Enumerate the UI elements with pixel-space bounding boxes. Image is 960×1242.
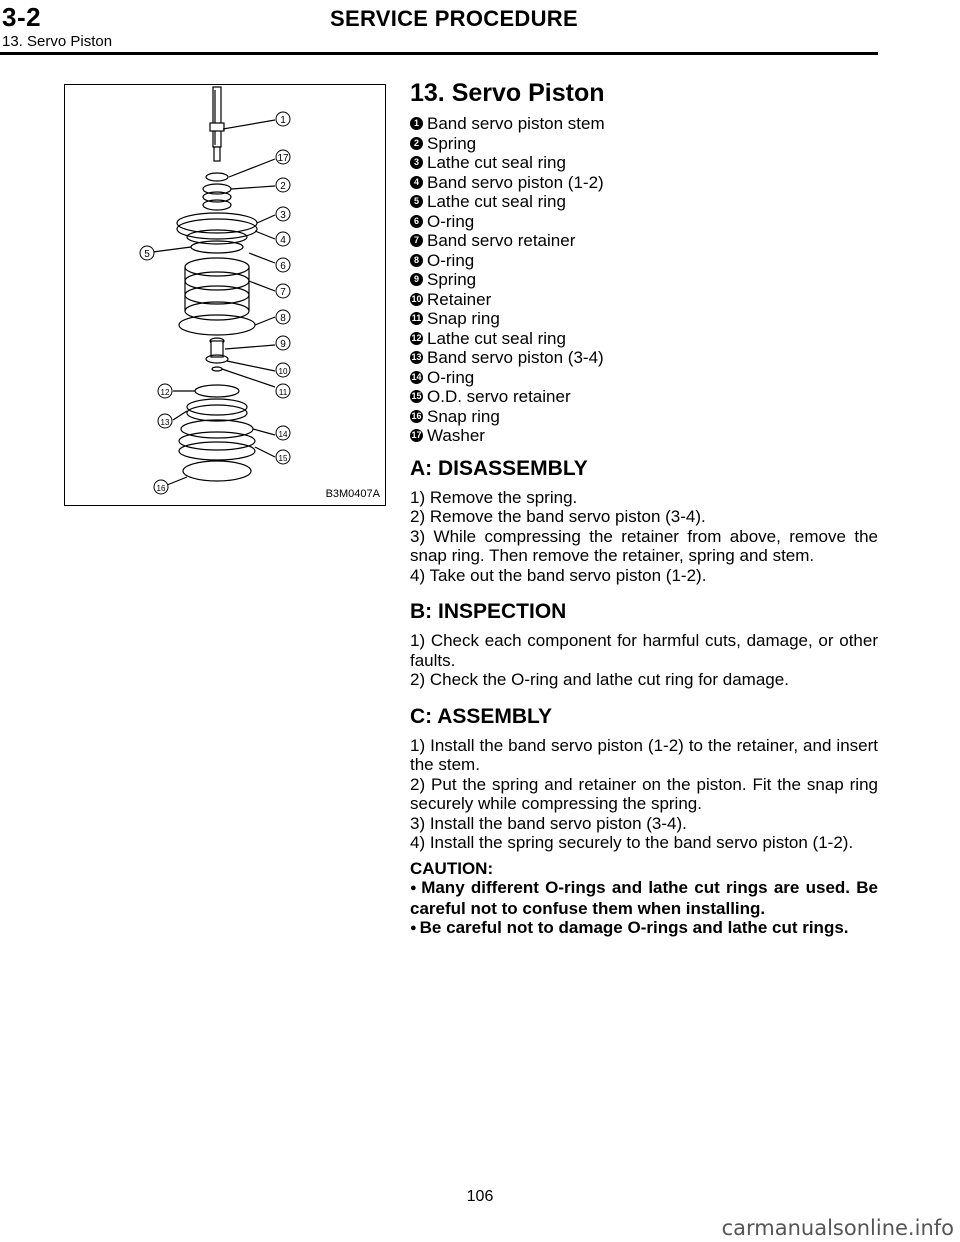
disassembly-steps <box>410 488 878 586</box>
legend-label: Band servo piston (1-2) <box>427 172 604 192</box>
legend-label: Lathe cut seal ring <box>427 153 566 172</box>
legend-label: Washer <box>427 426 485 445</box>
page-title: SERVICE PROCEDURE <box>330 6 578 31</box>
callout-14: 14 <box>278 430 288 439</box>
legend-label: O-ring <box>427 211 475 231</box>
callout-11: 11 <box>278 388 288 397</box>
legend-number: 4 <box>410 176 423 189</box>
legend-label: Band servo piston stem <box>427 114 605 133</box>
legend-number: 7 <box>410 234 423 247</box>
caution-text: Many different O-rings and lathe cut rings are used. Be careful not to confuse them when installing. <box>410 878 878 918</box>
legend-number: 10 <box>411 293 422 304</box>
legend-item <box>410 134 878 154</box>
legend-number: 15 <box>411 391 422 402</box>
caution-text: Be careful not to damage O-rings and lathe cut rings. <box>419 918 849 937</box>
caution-label: CAUTION: <box>410 858 494 878</box>
procedure-step: 2) Check the O-ring and lathe cut ring for damage. <box>410 670 789 689</box>
procedure-step: 3) Install the band servo piston (3-4). <box>410 813 687 833</box>
legend-item <box>410 329 878 349</box>
legend-item <box>410 290 878 310</box>
legend-label: O.D. servo retainer <box>427 387 571 406</box>
watermark: carmanualsonline.info <box>721 1216 954 1240</box>
callout-2: 2 <box>280 181 286 192</box>
callout-3: 3 <box>280 210 286 221</box>
inspection-title: B: INSPECTION <box>410 600 567 623</box>
figure-code: B3M0407A <box>325 488 380 500</box>
legend-item <box>410 407 878 427</box>
legend-item <box>410 368 878 388</box>
legend-number: 8 <box>410 254 423 267</box>
callout-12: 12 <box>160 388 170 397</box>
legend-number: 2 <box>410 137 423 150</box>
disassembly-title: A: DISASSEMBLY <box>410 456 588 480</box>
procedure-step: 4) Install the spring securely to the band servo piston (1-2). <box>410 833 854 852</box>
assembly-title: C: ASSEMBLY <box>410 704 552 728</box>
legend-number: 13 <box>411 352 422 363</box>
legend-label: Snap ring <box>427 309 500 328</box>
page-number: 106 <box>466 1188 494 1205</box>
callout-17: 17 <box>277 153 289 164</box>
main-content <box>410 78 878 939</box>
callout-4: 4 <box>280 235 286 246</box>
legend-item <box>410 348 878 368</box>
legend-number: 12 <box>411 332 422 343</box>
callout-10: 10 <box>278 367 288 376</box>
legend-label: Band servo piston (3-4) <box>427 348 604 367</box>
legend-label: Retainer <box>427 289 492 309</box>
legend-number: 1 <box>410 117 423 130</box>
callout-8: 8 <box>280 313 286 324</box>
procedure-step: 1) Check each component for harmful cuts, damage, or other faults. <box>410 631 878 670</box>
legend-number: 5 <box>410 195 423 208</box>
inspection-steps <box>410 631 878 690</box>
callout-6: 6 <box>280 261 286 272</box>
legend-item <box>410 173 878 193</box>
legend-item <box>410 387 878 407</box>
procedure-step: 2) Put the spring and retainer on the piston. Fit the snap ring securely while compressing the spring. <box>410 774 878 813</box>
legend-label: Lathe cut seal ring <box>427 192 566 211</box>
legend-label: Snap ring <box>427 406 500 426</box>
legend-label: O-ring <box>427 250 475 270</box>
breadcrumb: 13. Servo Piston <box>2 33 113 50</box>
legend-label: O-ring <box>427 367 475 387</box>
callout-9: 9 <box>280 339 286 350</box>
section-code: 3-2 <box>2 2 42 32</box>
legend-label: Band servo retainer <box>427 231 576 250</box>
legend-number: 6 <box>410 215 423 228</box>
header-divider <box>0 52 878 55</box>
legend-number: 11 <box>411 313 422 324</box>
bullet-icon: ● <box>410 882 419 894</box>
callout-16: 16 <box>156 484 166 493</box>
callout-7: 7 <box>280 287 286 298</box>
procedure-step: 1) Install the band servo piston (1-2) to the retainer, and insert the stem. <box>410 735 878 774</box>
legend-number: 9 <box>410 273 423 286</box>
legend-number: 16 <box>411 410 422 421</box>
legend-label: Spring <box>427 270 477 289</box>
exploded-view-figure <box>64 84 386 506</box>
callout-13: 13 <box>160 418 170 427</box>
legend-item <box>410 309 878 329</box>
callout-1: 1 <box>280 115 286 126</box>
section-title: 13. Servo Piston <box>410 79 605 107</box>
legend-number: 17 <box>411 430 422 441</box>
procedure-step: 4) Take out the band servo piston (1-2). <box>410 565 707 585</box>
legend-label: Lathe cut seal ring <box>427 328 566 348</box>
legend-item <box>410 270 878 290</box>
legend-item <box>410 251 878 271</box>
procedure-step: 3) While compressing the retainer from above, remove the snap ring. Then remove the retainer, spring and stem. <box>410 526 878 565</box>
callout-15: 15 <box>278 454 288 463</box>
callout-5: 5 <box>144 249 150 260</box>
legend-label: Spring <box>427 133 477 153</box>
legend-item <box>410 212 878 232</box>
legend-item <box>410 426 878 446</box>
caution-item <box>410 918 878 939</box>
legend-item <box>410 114 878 134</box>
legend-number: 3 <box>410 156 423 169</box>
legend-item <box>410 153 878 173</box>
assembly-steps <box>410 736 878 853</box>
legend-number: 14 <box>411 371 422 382</box>
caution-list <box>410 878 878 939</box>
parts-legend <box>410 114 878 446</box>
caution-item <box>410 878 878 918</box>
procedure-step: 2) Remove the band servo piston (3-4). <box>410 507 706 526</box>
procedure-step: 1) Remove the spring. <box>410 487 578 507</box>
servo-piston-diagram <box>65 85 385 505</box>
legend-item <box>410 231 878 251</box>
legend-item <box>410 192 878 212</box>
bullet-icon: ● <box>410 922 417 934</box>
